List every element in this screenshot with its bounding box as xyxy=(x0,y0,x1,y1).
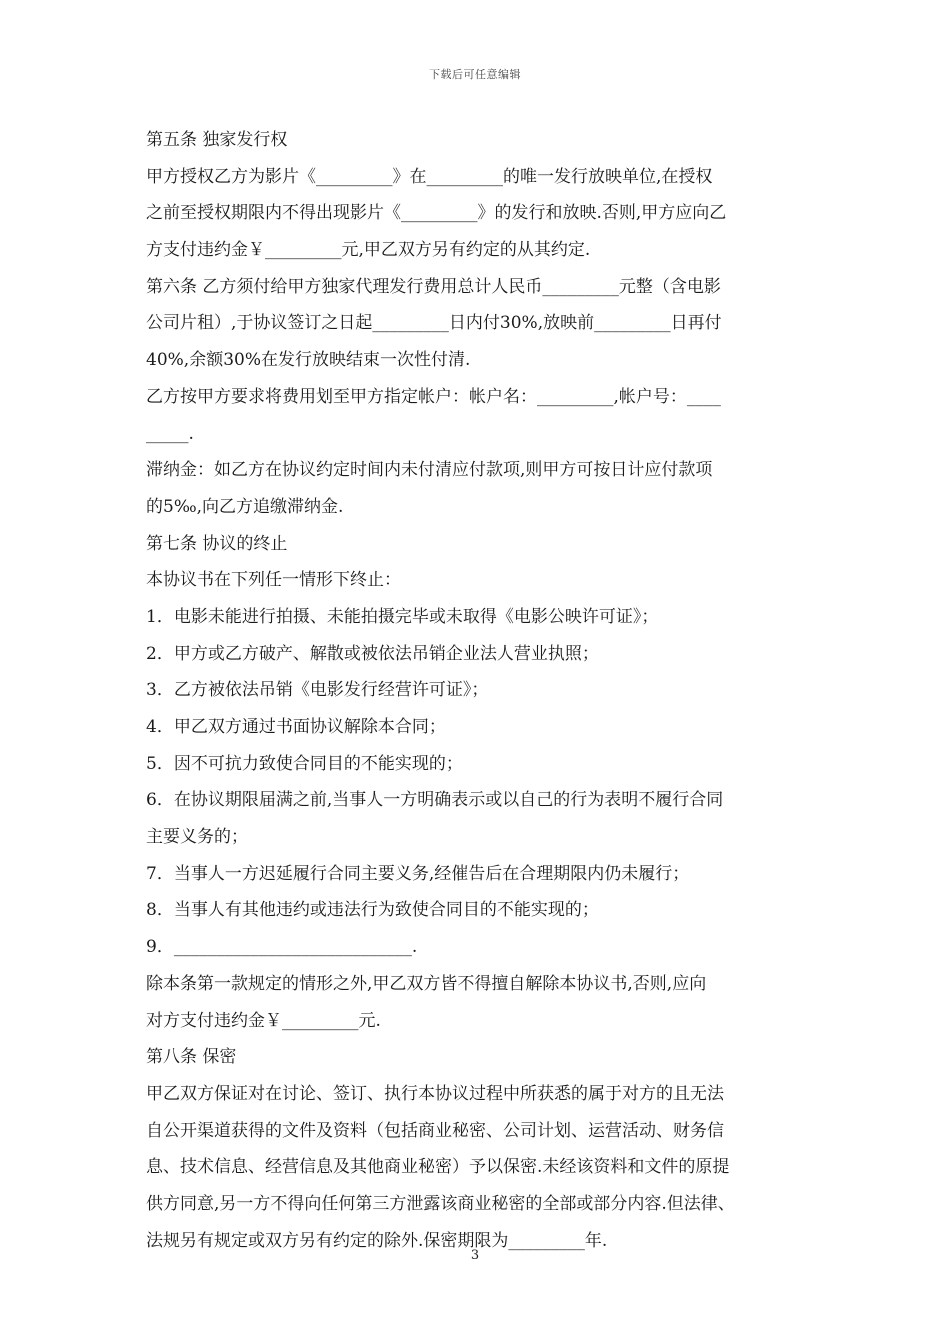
text-line: 9．____________________________. xyxy=(146,937,418,958)
text-line: 第六条 乙方须付给甲方独家代理发行费用总计人民币_________元整（含电影 xyxy=(146,276,721,297)
text-line: 5．因不可抗力致使合同目的不能实现的； xyxy=(146,753,463,774)
text-line: 3．乙方被依法吊销《电影发行经营许可证》； xyxy=(146,680,489,701)
text-line: 供方同意,另一方不得向任何第三方泄露该商业秘密的全部或部分内容.但法律、 xyxy=(146,1193,735,1214)
text-line: 甲方授权乙方为影片《_________》在_________的唯一发行放映单位,在授权 xyxy=(146,166,713,187)
text-line: 滞纳金：如乙方在协议约定时间内未付清应付款项,则甲方可按日计应付款项 xyxy=(146,460,713,481)
text-line: _____. xyxy=(146,423,194,444)
page-header-note: 下载后可任意编辑 xyxy=(429,68,521,81)
text-line: 除本条第一款规定的情形之外,甲乙双方皆不得擅自解除本协议书,否则,应向 xyxy=(146,973,707,994)
text-line: 公司片租）,于协议签订之日起_________日内付30%,放映前_________日再付 xyxy=(146,313,722,334)
page-number: 3 xyxy=(470,1248,480,1263)
text-line: 乙方按甲方要求将费用划至甲方指定帐户：帐户名：_________,帐户号：____ xyxy=(146,386,721,407)
text-line: 7．当事人一方迟延履行合同主要义务,经催告后在合理期限内仍未履行； xyxy=(146,863,690,884)
text-line: 息、技术信息、经营信息及其他商业秘密）予以保密.未经该资料和文件的原提 xyxy=(146,1157,730,1178)
text-line: 的5‰,向乙方追缴滞纳金. xyxy=(146,496,344,517)
text-line: 主要义务的； xyxy=(146,827,248,848)
text-line: 40%,余额30%在发行放映结束一次性付清. xyxy=(146,350,471,371)
document-body xyxy=(146,122,811,1259)
text-line: 甲乙双方保证对在讨论、签订、执行本协议过程中所获悉的属于对方的且无法 xyxy=(146,1083,724,1104)
text-line: 1．电影未能进行拍摄、未能拍摄完毕或未取得《电影公映许可证》； xyxy=(146,606,659,627)
text-line: 6．在协议期限届满之前,当事人一方明确表示或以自己的行为表明不履行合同 xyxy=(146,790,724,811)
text-line: 8．当事人有其他违约或违法行为致使合同目的不能实现的； xyxy=(146,900,599,921)
text-line: 对方支付违约金￥_________元. xyxy=(146,1010,381,1031)
text-line: 第八条 保密 xyxy=(146,1047,237,1068)
text-line: 之前至授权期限内不得出现影片《_________》的发行和放映.否则,甲方应向乙 xyxy=(146,203,727,224)
text-line: 本协议书在下列任一情形下终止： xyxy=(146,570,401,591)
text-line: 4．甲乙双方通过书面协议解除本合同； xyxy=(146,717,446,737)
text-line: 方支付违约金￥_________元,甲乙双方另有约定的从其约定. xyxy=(146,240,591,261)
text-line: 第七条 协议的终止 xyxy=(146,533,288,554)
text-line: 法规另有规定或双方另有约定的除外.保密期限为_________年. xyxy=(146,1230,608,1251)
text-line: 第五条 独家发行权 xyxy=(146,130,288,150)
text-line: 自公开渠道获得的文件及资料（包括商业秘密、公司计划、运营活动、财务信 xyxy=(146,1120,724,1141)
text-line: 2．甲方或乙方破产、解散或被依法吊销企业法人营业执照； xyxy=(146,643,599,664)
